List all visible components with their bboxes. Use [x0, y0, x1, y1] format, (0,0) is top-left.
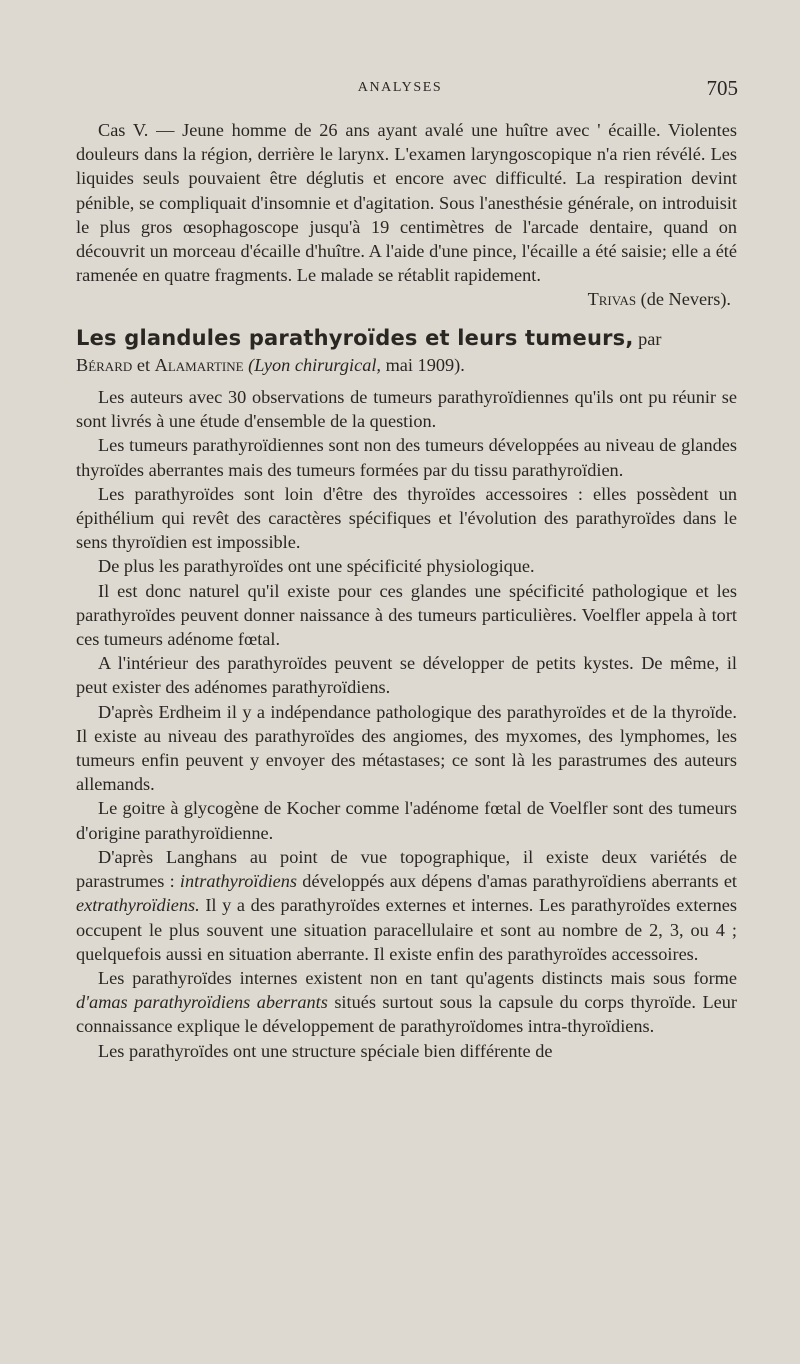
- langhans-text-a: D'après Langhans au point de vue topographique, il existe deux variétés de parastrumes :: [76, 846, 737, 892]
- author-alamartine: Alamartine: [154, 354, 244, 375]
- paragraph: Les parathyroïdes sont loin d'être des thyroïdes accessoires : elles possèdent un épithélium qui revêt des caractères spécifiques et l'évolution des parathyroïdes dans le sens thyroïdien est impossible.: [76, 483, 737, 553]
- last-line: Les parathyroïdes ont une structure spéciale bien différente de: [98, 1040, 553, 1061]
- signature-name: Trivas: [587, 289, 637, 310]
- paragraph: Il est donc naturel qu'il existe pour ces glandes une spécificité pathologique et les parathyroïdes peuvent donner naissance à des tumeurs particulières. Voelfler appela à tort ces tumeurs adénome fœtal.: [76, 580, 737, 650]
- langhans-extra: extrathyroïdiens.: [76, 895, 200, 916]
- paragraph: Les tumeurs parathyroïdiennes sont non des tumeurs développées au niveau de glandes thyroïdes aberrantes mais des tumeurs formées par du tissu parathyroïdien.: [76, 435, 737, 480]
- langhans-text-b: développés aux dépens d'amas parathyroïdiens aberrants et: [302, 871, 738, 892]
- langhans-intra: intrathyroïdiens: [179, 871, 298, 892]
- internes-italic: d'amas parathyroïdiens aberrants: [76, 992, 328, 1013]
- case-signature: [76, 287, 737, 311]
- signature-place: (de Nevers).: [640, 289, 731, 310]
- case-paragraph: Cas V. — Jeune homme de 26 ans ayant avalé une huître avec ' écaille. Violentes douleurs dans la région, derrière le larynx. L'examen laryngoscopique n'a rien révélé. Les liquides seuls pouvaient être déglutis et encore avec difficulté. La respiration devint pénible, se compliquait d'insomnie et d'agitation. Sous l'anesthésie générale, on introduisit le plus gros œsophagoscope jusqu'à 19 centimètres de l'arcade dentaire, quand on découvrit un morceau d'écaille d'huître. A l'aide d'une pince, l'écaille a été saisie; elle a été ramenée en quatre fragments. Le malade se rétablit rapidement.: [76, 120, 737, 286]
- article-by: par: [638, 328, 662, 349]
- paragraph: A l'intérieur des parathyroïdes peuvent se développer de petits kystes. De même, il peut exister des adénomes parathyroïdiens.: [76, 653, 737, 698]
- internes-paragraph: [76, 966, 737, 1039]
- article-title: Les glandules parathyroïdes et leurs tumeurs,: [76, 325, 634, 350]
- internes-text-a: Les parathyroïdes internes existent non en tant qu'agents distincts mais sous forme: [98, 967, 737, 988]
- article-title-line: [76, 326, 737, 351]
- internes-text-b: situés surtout sous la capsule du corps thyroïde. Leur connaissance explique le développement de parathyroïdomes intra-thyroïdiens.: [76, 992, 737, 1037]
- page-number: 705: [706, 76, 738, 100]
- running-head: ANALYSES: [357, 80, 443, 95]
- author-and: et: [136, 354, 151, 375]
- paragraph: Les auteurs avec 30 observations de tumeurs parathyroïdiennes qu'ils ont pu réunir se sont livrés à une étude d'ensemble de la question.: [76, 387, 737, 432]
- paragraph: Le goitre à glycogène de Kocher comme l'adénome fœtal de Voelfler sont des tumeurs d'origine parathyroïdienne.: [76, 798, 737, 843]
- page-body: [76, 118, 737, 1063]
- langhans-text-c: Il y a des parathyroïdes externes et internes. Les parathyroïdes externes occupent le plus souvent une situation paracellulaire et sont au nombre de 2, 3, ou 4 ; quelquefois aussi en situation aberrante. Il existe enfin des parathyroïdes accessoires.: [76, 895, 737, 964]
- langhans-paragraph: [76, 845, 737, 966]
- paragraph: De plus les parathyroïdes ont une spécificité physiologique.: [98, 556, 535, 577]
- article-author-line: [76, 353, 737, 377]
- page-header: [0, 76, 800, 106]
- paragraph: D'après Erdheim il y a indépendance pathologique des parathyroïdes et de la thyroïde. Il existe au niveau des parathyroïdes des angiomes, des myxomes, des lymphomes, les tumeurs enfin peuvent y envoyer des métastases; ce sont là les parastrumes des auteurs allemands.: [76, 701, 737, 795]
- author-berard: Bérard: [76, 354, 133, 375]
- journal-date: mai 1909).: [385, 354, 465, 375]
- journal-name: (Lyon chirurgical,: [248, 354, 381, 375]
